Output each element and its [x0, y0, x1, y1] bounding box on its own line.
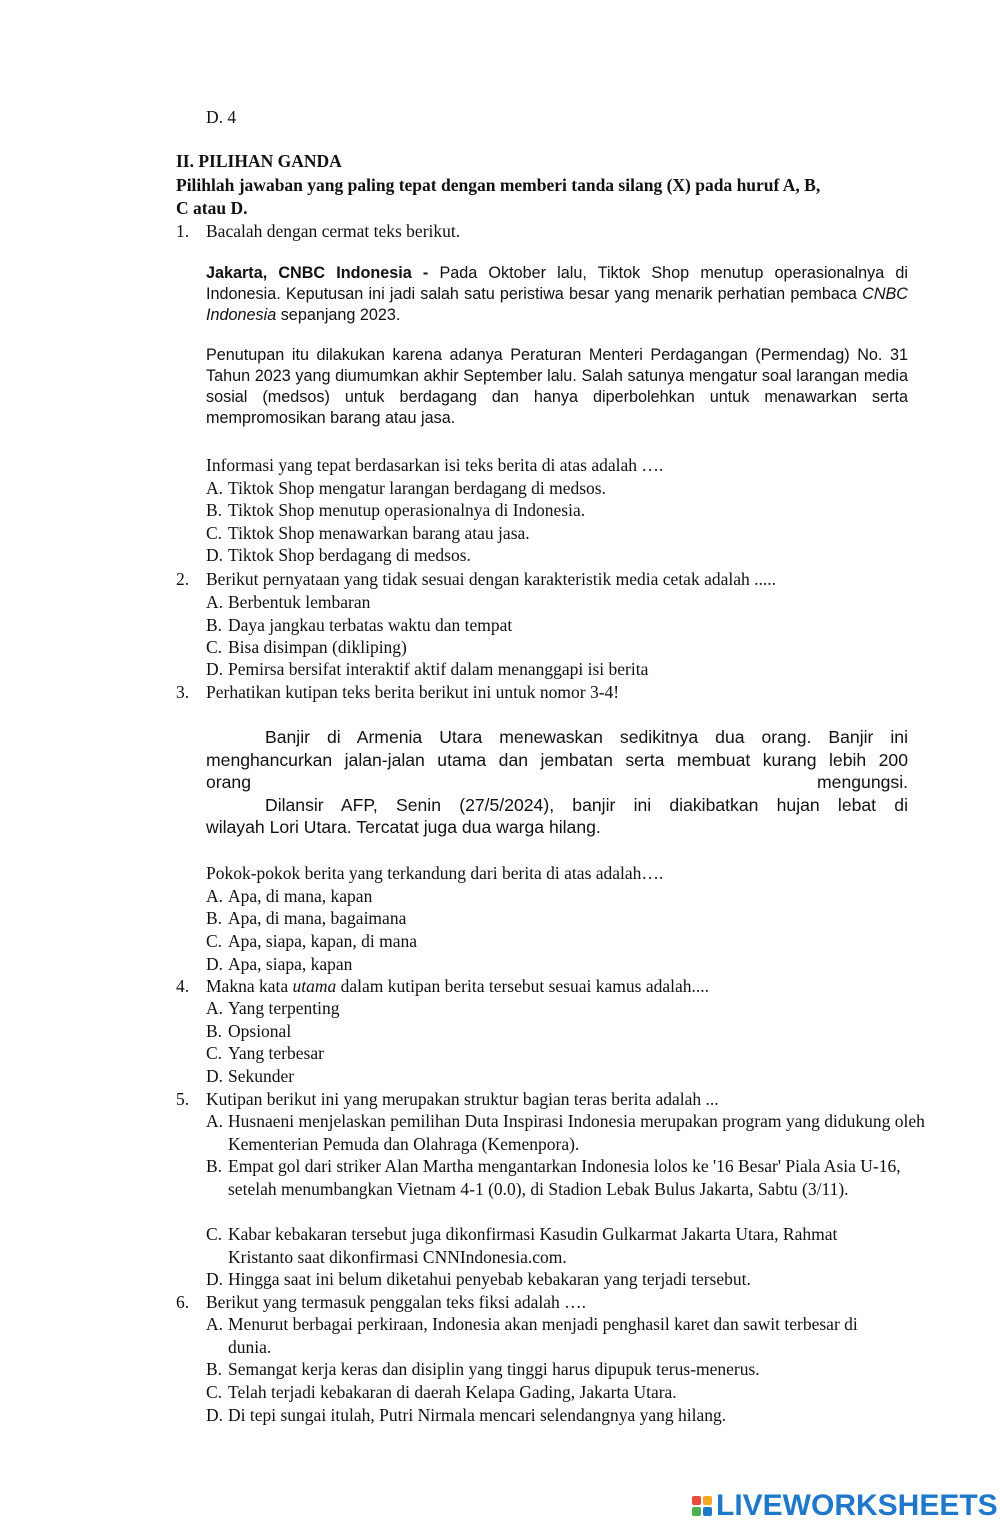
- option-b[interactable]: B. Apa, di mana, bagaimana: [206, 908, 407, 928]
- article-text: Pada Oktober lalu, Tiktok Shop menutup operasionalnya di Indonesia. Keputusan ini jadi salah satu peristiwa besar yang menarik perhatian pembaca: [206, 264, 908, 303]
- italic-word: utama: [292, 976, 337, 996]
- article-line: wilayah Lori Utara. Tercatat juga dua warga hilang.: [206, 817, 601, 837]
- option-c[interactable]: C. Telah terjadi kebakaran di daerah Kelapa Gading, Jakarta Utara.: [206, 1382, 677, 1402]
- option-c[interactable]: C. Bisa disimpan (dikliping): [206, 637, 407, 657]
- question-number: 3.: [176, 682, 190, 702]
- question-number: 4.: [176, 976, 190, 996]
- section-instruction-line1: Pilihlah jawaban yang paling tepat dengan memberi tanda silang (X) pada huruf A, B,: [176, 175, 821, 195]
- question-number: 5.: [176, 1089, 190, 1109]
- option-c[interactable]: C. Kabar kebakaran tersebut juga dikonfirmasi Kasudin Gulkarmat Jakarta Utara, Rahmat Kristanto saat dikonfirmasi CNNIndonesia.com.: [206, 1224, 838, 1267]
- section-instruction-line2: C atau D.: [176, 198, 248, 218]
- logo-square: [692, 1507, 701, 1516]
- question-text: Bacalah dengan cermat teks berikut.: [206, 221, 461, 241]
- article-line: Dilansir AFP, Senin (27/5/2024), banjir ini diakibatkan hujan lebat di: [265, 794, 908, 815]
- logo-text: LIVEWORKSHEETS: [716, 1489, 998, 1522]
- article-line: orang mengungsi.: [206, 772, 908, 792]
- question-text: Berikut yang termasuk penggalan teks fiksi adalah ….: [206, 1292, 587, 1312]
- option-a[interactable]: A. Menurut berbagai perkiraan, Indonesia akan menjadi penghasil karet dan sawit terbesar di dunia.: [206, 1314, 858, 1357]
- option-d[interactable]: D. Pemirsa bersifat interaktif aktif dalam menanggapi isi berita: [206, 659, 649, 679]
- option-b[interactable]: B. Semangat kerja keras dan disiplin yang tinggi harus dipupuk terus-menerus.: [206, 1359, 760, 1379]
- liveworksheets-logo[interactable]: [692, 1488, 998, 1524]
- logo-square: [703, 1496, 712, 1505]
- option-c[interactable]: C. Apa, siapa, kapan, di mana: [206, 931, 418, 951]
- option-a[interactable]: A. Yang terpenting: [206, 998, 340, 1018]
- option-d[interactable]: D. Tiktok Shop berdagang di medsos.: [206, 545, 471, 565]
- option-a[interactable]: A. Berbentuk lembaran: [206, 592, 371, 612]
- option-a[interactable]: A. Husnaeni menjelaskan pemilihan Duta Inspirasi Indonesia merupakan program yang didukung oleh Kementerian Pemuda dan Olahraga (Kemenpora).: [206, 1111, 925, 1154]
- logo-square: [703, 1507, 712, 1516]
- previous-option-d: D. 4: [206, 107, 237, 127]
- option-a[interactable]: A. Tiktok Shop mengatur larangan berdagang di medsos.: [206, 478, 606, 498]
- news-article-cnbc: [206, 263, 908, 326]
- liveworksheets-logo-icon: [692, 1496, 712, 1516]
- article-source-italic: CNBC Indonesia: [206, 285, 908, 324]
- option-a[interactable]: A. Apa, di mana, kapan: [206, 886, 373, 906]
- question-prompt: Informasi yang tepat berdasarkan isi teks berita di atas adalah ….: [206, 455, 664, 475]
- question-text: Makna kata utama dalam kutipan berita tersebut sesuai kamus adalah....: [206, 976, 709, 996]
- option-d[interactable]: D. Apa, siapa, kapan: [206, 954, 353, 974]
- question-text: Berikut pernyataan yang tidak sesuai dengan karakteristik media cetak adalah .....: [206, 569, 776, 589]
- option-d[interactable]: D. Di tepi sungai itulah, Putri Nirmala mencari selendangnya yang hilang.: [206, 1405, 727, 1425]
- question-text: Perhatikan kutipan teks berita berikut ini untuk nomor 3-4!: [206, 682, 620, 702]
- logo-square: [692, 1496, 701, 1505]
- option-c[interactable]: C. Yang terbesar: [206, 1043, 324, 1063]
- article-line: Banjir di Armenia Utara menewaskan sedikitnya dua orang. Banjir ini: [265, 727, 908, 747]
- news-article-banjir: [206, 726, 908, 839]
- option-d[interactable]: D. Hingga saat ini belum diketahui penyebab kebakaran yang terjadi tersebut.: [206, 1269, 751, 1289]
- question-number: 1.: [176, 221, 190, 241]
- option-b[interactable]: B. Daya jangkau terbatas waktu dan tempat: [206, 615, 513, 635]
- question-prompt: Pokok-pokok berita yang terkandung dari berita di atas adalah….: [206, 863, 664, 883]
- option-d[interactable]: D. Sekunder: [206, 1066, 295, 1086]
- article-text: sepanjang 2023.: [276, 306, 401, 324]
- question-number: 6.: [176, 1292, 190, 1312]
- question-number: 2.: [176, 569, 190, 589]
- article-lead: Jakarta, CNBC Indonesia -: [206, 264, 429, 282]
- option-c[interactable]: C. Tiktok Shop menawarkan barang atau jasa.: [206, 523, 530, 543]
- option-b[interactable]: B. Empat gol dari striker Alan Martha mengantarkan Indonesia lolos ke '16 Besar' Piala Asia U-16, setelah menumbangkan Vietnam 4-1 (0.0), di Stadion Lebak Bulus Jakarta, Sabtu (3/11).: [206, 1156, 901, 1199]
- article-line: menghancurkan jalan-jalan utama dan jembatan serta membuat kurang lebih 200: [206, 749, 908, 770]
- option-b[interactable]: B. Tiktok Shop menutup operasionalnya di Indonesia.: [206, 500, 586, 520]
- question-text: Kutipan berikut ini yang merupakan struktur bagian teras berita adalah ...: [206, 1089, 719, 1109]
- section-title: II. PILIHAN GANDA: [176, 151, 342, 171]
- news-article-paragraph-2: Penutupan itu dilakukan karena adanya Peraturan Menteri Perdagangan (Permendag) No. 31 Tahun 2023 yang diumumkan akhir September lalu. Salah satunya mengatur soal larangan media sosial (medsos) untuk berdagang dan hanya diperbolehkan untuk menawarkan serta mempromosikan barang atau jasa.: [206, 346, 908, 427]
- option-b[interactable]: B. Opsional: [206, 1021, 292, 1041]
